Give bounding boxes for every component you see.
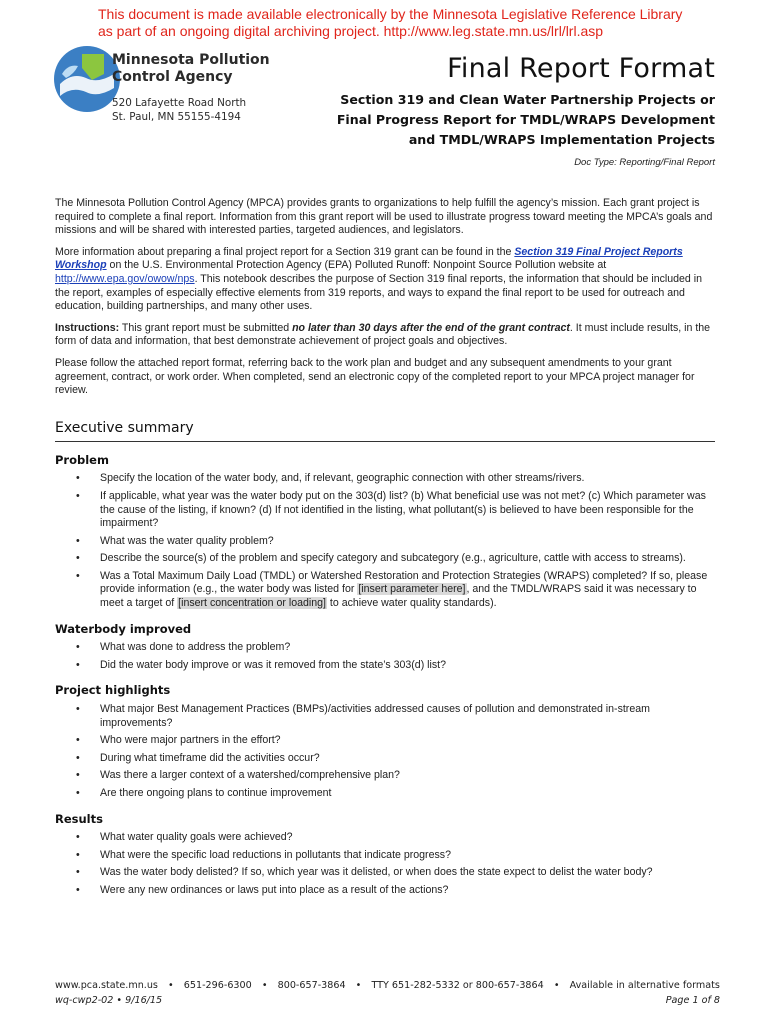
problem-list (55, 472, 715, 610)
tmdl-text-a: Was a Total Maximum Daily Load (TMDL) or Watershed Restoration and Protection Strategies (WRAPS) completed? If so, please provide information (e.g., the water body was listed for (100, 569, 708, 596)
footer-website: www.pca.state.mn.us (55, 980, 158, 991)
banner-line-2: as part of an ongoing digital archiving project. http://www.leg.state.mn.us/lrl/lrl.asp (98, 23, 604, 39)
list-item: • Describe the source(s) of the problem and specify category and subcategory (e.g., agriculture, cattle with access to streams). (55, 552, 715, 566)
list-item: • If applicable, what year was the water body put on the 303(d) list? (b) What beneficial use was not met? (c) Which parameter was the cause of the listing, if known? (d) If not identified in the listing, what pollutant(s) is believed to have been responsible for the impairment? (55, 490, 715, 531)
footer-contact-row (55, 978, 720, 993)
list-item: • Who were major partners in the effort? (55, 734, 715, 748)
address-line-2: St. Paul, MN 55155-4194 (112, 111, 241, 123)
subtitle-line-2: Final Progress Report for TMDL/WRAPS Development (336, 112, 715, 127)
intro-paragraph-2 (55, 246, 715, 314)
list-item: • What was done to address the problem? (55, 641, 715, 655)
list-item: • Was the water body delisted? If so, which year was it delisted, or when does the state expect to delist the water body? (55, 866, 715, 880)
list-item: • What was the water quality problem? (55, 535, 715, 549)
list-item: • What were the specific load reductions in pollutants that indicate progress? (55, 849, 715, 863)
list-item (55, 570, 715, 611)
footer-tty: TTY 651-282-5332 or 800-657-3864 (371, 980, 544, 991)
waterbody-list (55, 641, 715, 672)
tmdl-text-b: , and the TMDL/WRAPS said it was necessary to meet a target of (100, 583, 697, 610)
list-item: • Was there a larger context of a watershed/comprehensive plan? (55, 769, 715, 783)
list-item: • Specify the location of the water body, and, if relevant, geographic connection with other streams/rivers. (55, 472, 715, 486)
footer-page-number: Page 1 of 8 (665, 995, 720, 1006)
footer-phone-2: 800-657-3864 (277, 980, 346, 991)
list-item: • What major Best Management Practices (BMPs)/activities addressed causes of pollution and demonstrated in-stream improvements? (55, 703, 715, 730)
waterbody-heading: Waterbody improved (55, 621, 192, 636)
results-list (55, 831, 715, 897)
workshop-link[interactable]: Section 319 Final Project Reports Workshop (55, 245, 683, 272)
instructions-text-a: This grant report must be submitted (119, 321, 293, 334)
doc-type: Doc Type: Reporting/Final Report (574, 157, 715, 168)
executive-summary-heading: Executive summary (55, 420, 715, 442)
instructions-text-b: . It must include results, in the form of data and information, that best demonstrate achievement of project goals and objectives. (55, 321, 711, 348)
intro-paragraph-4: Please follow the attached report format, referring back to the work plan and budget and any subsequent amendments to your grant agreement, contract, or work order. When completed, send an electronic copy of the completed report to your MPCA project manager for review. (55, 356, 695, 397)
document-title: Final Report Format (447, 53, 715, 84)
footer-separator: • (355, 980, 362, 991)
agency-name-line-1: Minnesota Pollution (112, 52, 270, 68)
results-heading: Results (55, 811, 103, 826)
address-line-1: 520 Lafayette Road North (112, 97, 247, 109)
tmdl-text-c: to achieve water quality standards). (326, 597, 497, 610)
intro-p2-text-b: on the U.S. Environmental Protection Agency (EPA) Polluted Runoff: Nonpoint Source Pollution website at (106, 259, 607, 272)
highlights-heading: Project highlights (55, 683, 171, 698)
problem-heading: Problem (55, 452, 109, 467)
footer-separator: • (168, 980, 174, 991)
footer-meta-row (55, 993, 720, 1008)
page-footer (55, 978, 720, 1008)
footer-separator: • (553, 980, 560, 991)
subtitle-line-3: and TMDL/WRAPS Implementation Projects (408, 132, 715, 147)
footer-separator: • (261, 980, 268, 991)
footer-alt-formats: Available in alternative formats (569, 980, 720, 991)
highlights-list (55, 703, 715, 801)
document-subtitle (285, 90, 715, 150)
intro-p2-text-c: . This notebook describes the purpose of Section 319 final reports, the information that should be included in the report, examples of especially effective elements from 319 reports, and ways to expand the final report to be used for outreach and education, building partnerships, and many other uses. (55, 272, 703, 313)
insert-parameter-field[interactable]: [insert parameter here] (358, 583, 466, 596)
subtitle-line-1: Section 319 and Clean Water Partnership Projects or (340, 92, 715, 107)
insert-concentration-field[interactable]: [insert concentration or loading] (178, 597, 326, 610)
footer-doc-id: wq-cwp2-02 • 9/16/15 (55, 995, 163, 1006)
agency-name (112, 52, 282, 86)
agency-name-line-2: Control Agency (112, 69, 233, 85)
list-item: • Did the water body improve or was it removed from the state’s 303(d) list? (55, 659, 715, 673)
intro-p2-text-a: More information about preparing a final project report for a Section 319 grant can be found in the (55, 245, 515, 258)
epa-link[interactable]: http://www.epa.gov/owow/nps (55, 272, 195, 285)
instructions-paragraph (55, 322, 715, 349)
footer-phone-1: 651-296-6300 (183, 980, 252, 991)
archive-banner (98, 6, 738, 40)
banner-line-1: This document is made available electronically by the Minnesota Legislative Reference Library (98, 6, 683, 22)
list-item: • During what timeframe did the activities occur? (55, 752, 715, 766)
list-item: • What water quality goals were achieved? (55, 831, 715, 845)
agency-address (112, 96, 282, 124)
document-body (55, 197, 715, 902)
intro-paragraph-1: The Minnesota Pollution Control Agency (MPCA) provides grants to organizations to help fulfill the agency’s mission. Each grant project is required to complete a final report. Information from this grant report will be used to illustrate progress toward meeting the MPCA’s goals and missions and will be shared with interested parties, targeted audiences, and legislators. (55, 197, 713, 237)
instructions-deadline: no later than 30 days after the end of the grant contract (292, 321, 570, 334)
list-item: • Are there ongoing plans to continue improvement (55, 787, 715, 801)
instructions-label: Instructions: (55, 321, 120, 334)
list-item: • Were any new ordinances or laws put into place as a result of the actions? (55, 884, 715, 898)
